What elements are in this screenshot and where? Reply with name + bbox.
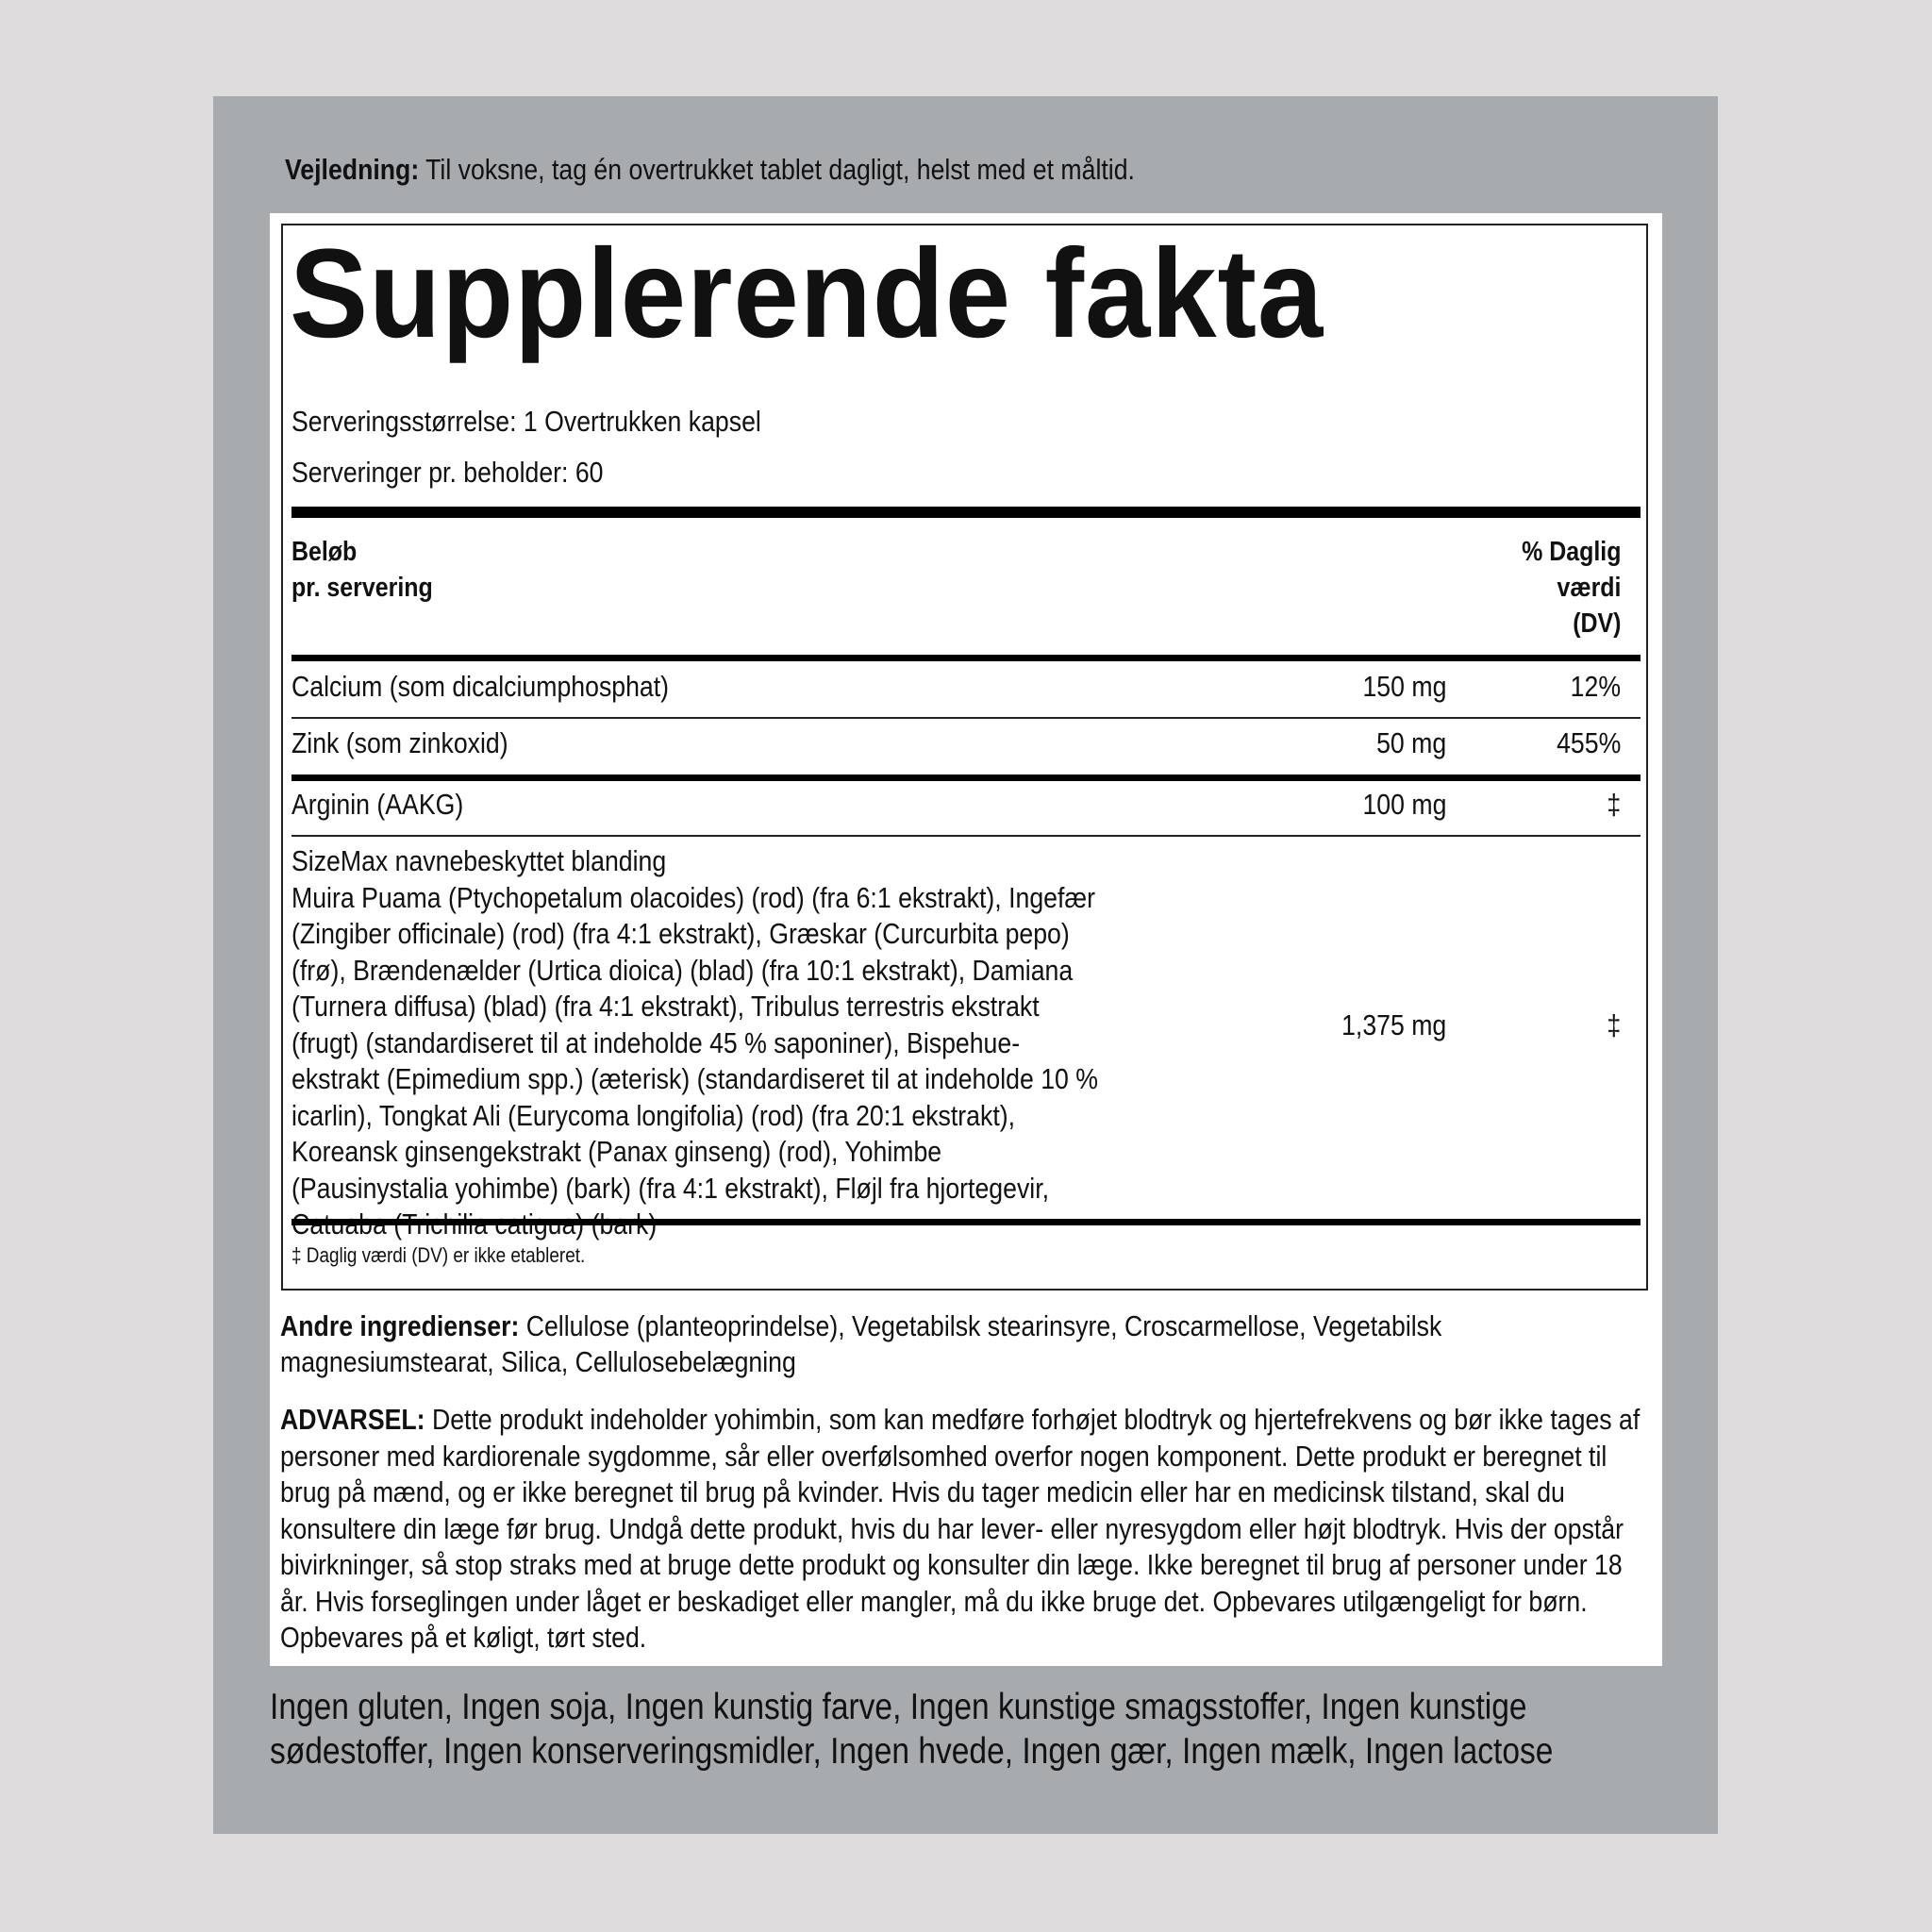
header-dv-line1: % Daglig [1521, 537, 1621, 567]
divider-thin [291, 717, 1641, 719]
header-amount-line2: pr. servering [291, 573, 433, 603]
blend-amount: 1,375 mg [1341, 1008, 1446, 1041]
blend-title: SizeMax navnebeskyttet blanding [291, 844, 667, 877]
ingredient-amount: 100 mg [1362, 788, 1446, 821]
directions [285, 149, 1461, 191]
nutrient-amount: 50 mg [1375, 726, 1446, 759]
footnote: ‡ Daglig værdi (DV) er ikke etableret. [291, 1243, 586, 1267]
directions-text: Til voksne, tag én overtrukket tablet dagligt, helst med et måltid. [419, 153, 1135, 186]
servings-per-container: Serveringer pr. beholder: 60 [291, 456, 604, 489]
other-ingredients-label: Andre ingredienser: [280, 1309, 520, 1342]
header-amount [291, 534, 433, 606]
facts-title: Supplerende fakta [290, 224, 1324, 364]
warning [280, 1402, 1651, 1657]
header-dv-line2: værdi [1557, 573, 1621, 603]
divider-medium [291, 1219, 1641, 1225]
nutrient-dv: 455% [1556, 726, 1621, 759]
ingredient-dv: ‡ [1607, 788, 1621, 821]
divider-medium [291, 655, 1641, 661]
header-dv-line3: (DV) [1572, 608, 1621, 639]
nutrient-dv: 12% [1570, 670, 1621, 703]
nutrient-name: Zink (som zinkoxid) [291, 726, 508, 759]
divider-thick [291, 507, 1641, 518]
nutrient-name: Calcium (som dicalciumphosphat) [291, 670, 670, 703]
blend-description: Muira Puama (Ptychopetalum olacoides) (rod) (fra 6:1 ekstrakt), Ingefær (Zingiber officinale) (rod) (fra 4:1 ekstrakt), Græskar (Curcurbita pepo) (frø), Brændenælder (Urtica dioica) (blad) (fra 10:1 ekstrakt), Damiana (Turnera diffusa) (blad) (fra 4:1 ekstrakt), Tribulus terrestris ekstrakt (frugt) (standardiseret til at indeholde 45 % saponiner), Bispehue-ekstrakt (Epimedium spp.) (æterisk) (standardiseret til at indeholde 10 % icarlin), Tongkat Ali (Eurycoma longifolia) (rod) (fra 20:1 ekstrakt), Koreansk ginsengekstrakt (Panax ginseng) (rod), Yohimbe (Pausinystalia yohimbe) (bark) (fra 4:1 ekstrakt), Fløjl fra hjortegevir, [291, 880, 1098, 1205]
nutrient-amount: 150 mg [1362, 670, 1446, 703]
ingredient-name: Arginin (AAKG) [291, 788, 464, 821]
directions-label: Vejledning: [285, 153, 420, 186]
serving-size: Serveringsstørrelse: 1 Overtrukken kapsel [291, 405, 761, 438]
header-daily-value [1522, 534, 1621, 641]
blend-dv: ‡ [1607, 1008, 1621, 1041]
warning-label: ADVARSEL: [280, 1403, 425, 1436]
header-amount-line1: Beløb [291, 537, 358, 567]
other-ingredients-text: Cellulose (planteoprindelse), Vegetabilsk stearinsyre, Croscarmellose, Vegetabilsk magnesiumstearat, Silica, Cellulosebelægning [280, 1309, 1442, 1378]
divider-medium [291, 774, 1641, 781]
other-ingredients [280, 1308, 1643, 1380]
free-from-statement: Ingen gluten, Ingen soja, Ingen kunstig farve, Ingen kunstige smagsstoffer, Ingen kunstige sødestoffer, Ingen konserveringsmidler, Ingen hvede, Ingen gær, Ingen mælk, Ingen lactose [270, 1687, 1554, 1772]
proprietary-blend [291, 843, 1103, 1243]
warning-text: Dette produkt indeholder yohimbin, som kan medføre forhøjet blodtryk og hjertefrekvens og bør ikke tages af personer med kardiorenale sygdomme, sår eller overfølsomhed overfor nogen komponent. Dette produkt er beregnet til brug på mænd, og er ikke beregnet til brug på kvinder. Hvis du tager medicin eller har en medicinsk tilstand, skal du konsultere din læge før brug. Undgå dette produkt, hvis du har lever- eller nyresygdom eller højt blodtryk. Hvis der opstår bivirkninger, så stop straks med at bruge dette produkt og konsulter din læge. Ikke beregnet til brug af personer under 18 år. Hvis forseglingen under låget er beskadiget eller mangler, må du ikke bruge det. Opbevares utilgængeligt for børn. Opbevares på et køligt, tørt sted. [280, 1403, 1641, 1654]
divider-thin [291, 835, 1641, 837]
